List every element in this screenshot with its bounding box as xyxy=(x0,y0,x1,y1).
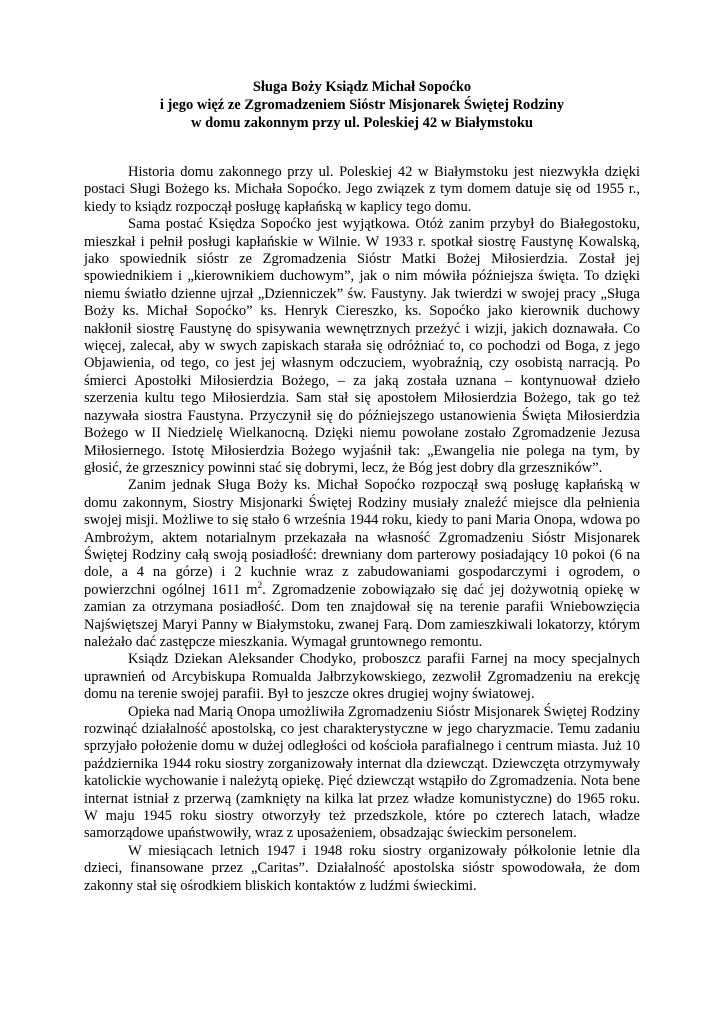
paragraph-4: Ksiądz Dziekan Aleksander Chodyko, proboszcz parafii Farnej na mocy specjalnych uprawnień od Arcybiskupa Romualda Jałbrzykowskiego, zezwolił Zgromadzeniu na erekcję domu na terenie swojej parafii. Był to jeszcze okres drugiej wojny światowej. xyxy=(84,651,640,703)
paragraph-5: Opieka nad Marią Onopa umożliwiła Zgromadzeniu Sióstr Misjonarek Świętej Rodziny rozwinąć działalność apostolską, co jest charakterystyczne w jego charyzmacie. Temu zadaniu sprzyjało położenie domu w dużej odległości od kościoła parafialnego i centrum miasta. Już 10 października 1944 roku siostry zorganizowały internat dla dziewcząt. Dziewczęta otrzymywały katolickie wychowanie i należytą opiekę. Pięć dziewcząt wstąpiło do Zgromadzenia. Nota bene internat istniał z przerwą (zamknięty na kilka lat przez władze komunistyczne) do 1965 roku. W maju 1945 roku siostry otworzyły też przedszkole, które po czterech latach, władze samorządowe upaństwowiły, wraz z uposażeniem, obsadzając świeckim personelem. xyxy=(84,703,640,842)
paragraph-3-part-1: Zanim jednak Sługa Boży ks. Michał Sopoćko rozpoczął swą posługę kapłańską w domu zakonnym, Siostry Misjonarki Świętej Rodziny musiały znaleźć miejsce dla pełnienia swojej misji. Możliwe to się stało 6 września 1944 roku, kiedy to pani Maria Onopa, wdowa po Ambrożym, aktem notarialnym przekazała na własność Zgromadzeniu Sióstr Misjonarek Świętej Rodziny całą swoją posiadłość: drewniany dom parterowy posiadający 10 pokoi (6 na dole, a 4 na górze) i 2 kuchnie wraz z zabudowaniami gospodarczymi i ogrodem, o powierzchni ogólnej 1611 m xyxy=(84,477,640,598)
document-page xyxy=(84,78,640,895)
title-line-2: i jego więź ze Zgromadzeniem Sióstr Misjonarek Świętej Rodziny xyxy=(159,97,565,113)
document-body xyxy=(84,164,640,895)
area-unit-superscript: 2 xyxy=(257,579,263,590)
paragraph-2: Sama postać Księdza Sopoćko jest wyjątkowa. Otóż zanim przybył do Białegostoku, mieszkał i pełnił posługi kapłańskie w Wilnie. W 1933 r. spotkał siostrę Faustynę Kowalską, jako spowiednik sióstr ze Zgromadzenia Sióstr Matki Bożej Miłosierdzia. Został jej spowiednikiem i „kierownikiem duchowym”, jak o nim mówiła późniejsza święta. To dzięki niemu światło dzienne ujrzał „Dzienniczek” św. Faustyny. Jak twierdzi w swojej pracy „Sługa Boży ks. Michał Sopoćko” ks. Henryk Ciereszko, ks. Sopoćko jako kierownik duchowy nakłonił siostrę Faustynę do spisywania wewnętrznych przeżyć i wizji, jakich doznawała. Co więcej, zalecał, aby w swych zapiskach starała się odróżniać to, co pochodzi od Boga, z jego Objawienia, od tego, co jest jej własnym odczuciem, wyobraźnią, czy osobistą narracją. Po śmierci Apostołki Miłosierdzia Bożego, – za jaką została uznana – kontynuował dzieło szerzenia kultu tego Miłosierdzia. Sam stał się apostołem Miłosierdzia Bożego, tak go też nazywała siostra Faustyna. Przyczynił się do późniejszego ustanowienia Święta Miłosierdzia Bożego w II Niedzielę Wielkanocną. Dzięki niemu powołane zostało Zgromadzenie Jezusa Miłosiernego. Istotę Miłosierdzia Bożego wyjaśnił tak: „Ewangelia nie polega na tym, by głosić, że grzesznicy powinni stać się dobrymi, lecz, że Bóg jest dobry dla grzeszników”. xyxy=(84,216,640,476)
title-line-3: w domu zakonnym przy ul. Poleskiej 42 w Białymstoku xyxy=(191,115,533,131)
document-title xyxy=(84,78,640,132)
paragraph-3-part-2: . Zgromadzenie zobowiązało się dać jej dożywotnią opiekę w zamian za otrzymana posiadłość. Dom ten znajdował się na terenie parafii Wniebowzięcia Najświętszej Maryi Panny w Białymstoku, zwanej Farą. Dom zamieszkiwali lokatorzy, którym należało dać zastępcze mieszkania. Wymagał gruntownego remontu. xyxy=(84,581,640,650)
title-line-1: Sługa Boży Ksiądz Michał Sopoćko xyxy=(252,79,472,95)
paragraph-3 xyxy=(84,477,640,651)
paragraph-6: W miesiącach letnich 1947 i 1948 roku siostry organizowały półkolonie letnie dla dzieci, finansowane przez „Caritas”. Działalność apostolska sióstr spowodowała, że dom zakonny stał się ośrodkiem bliskich kontaktów z ludźmi świeckimi. xyxy=(84,842,640,894)
paragraph-1: Historia domu zakonnego przy ul. Poleskiej 42 w Białymstoku jest niezwykła dzięki postaci Sługi Bożego ks. Michała Sopoćko. Jego związek z tym domem datuje się od 1955 r., kiedy to ksiądz rozpoczął posługę kapłańską w kaplicy tego domu. xyxy=(84,164,640,215)
